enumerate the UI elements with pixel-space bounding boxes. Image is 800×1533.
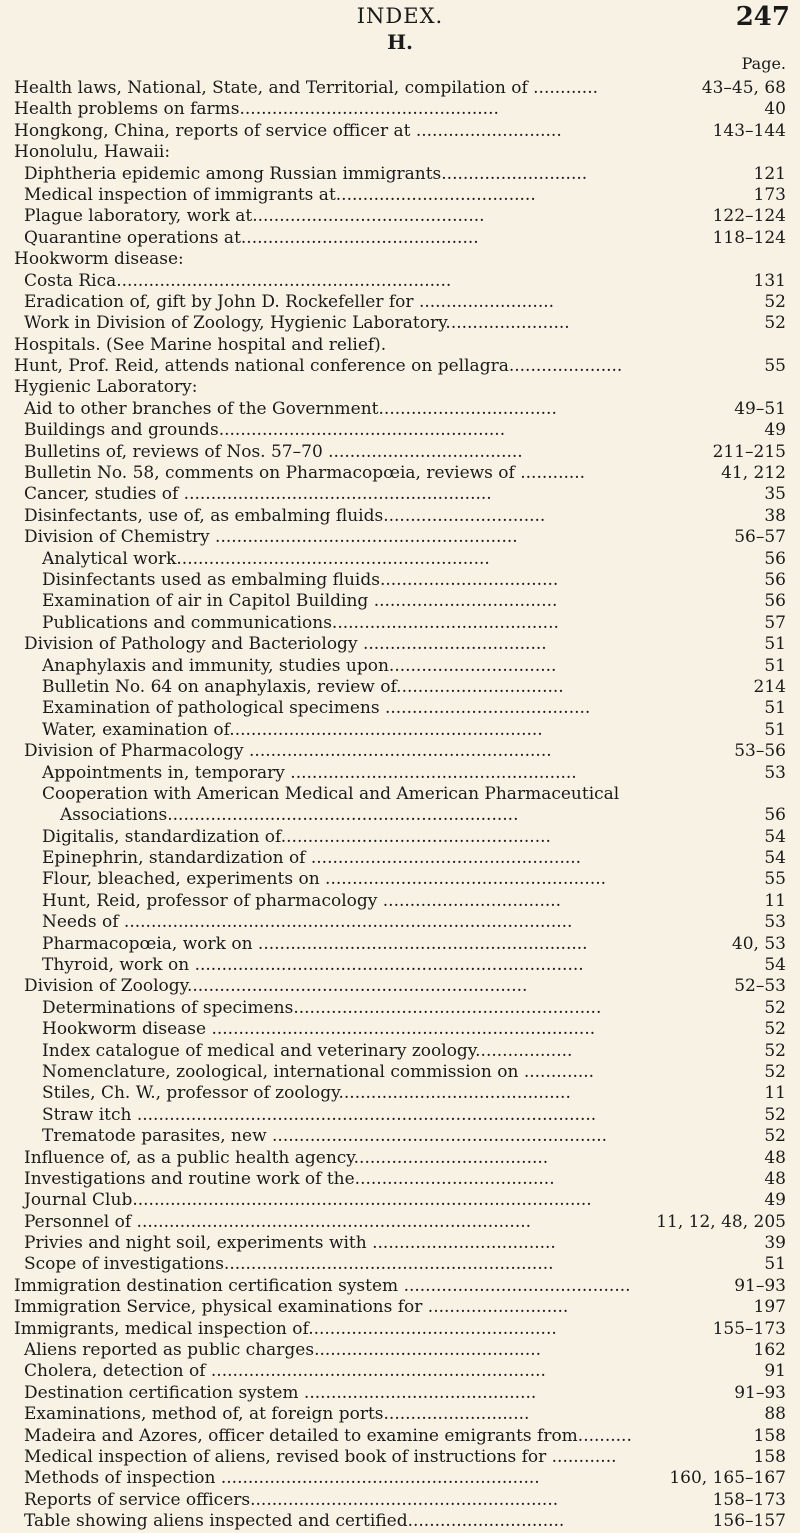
index-entry <box>0 1404 800 1425</box>
index-entry-pages: 158–173 <box>712 1489 786 1510</box>
index-entry-text: Health laws, National, State, and Territorial, compilation of ............ <box>14 78 599 98</box>
index-entry-text: Health problems on farms................................................ <box>14 99 499 120</box>
index-entry-text: Thyroid, work on ........................................................................ <box>42 955 584 976</box>
index-entry-text: Examination of pathological specimens ...................................... <box>42 698 591 719</box>
index-entry-text: Straw itch ..................................................................................... <box>42 1104 597 1125</box>
index-entry <box>0 506 800 527</box>
index-entry <box>0 1340 800 1361</box>
index-entry-pages: 38 <box>764 505 786 526</box>
index-entry <box>0 591 800 612</box>
index-entry-text: Scope of investigations............................................................. <box>24 1254 554 1275</box>
index-entry-text: Examinations, method of, at foreign ports........................... <box>24 1404 530 1425</box>
index-entry <box>0 1233 800 1254</box>
index-entry-pages: 49 <box>764 420 786 441</box>
index-entry-pages: 158 <box>753 1425 786 1446</box>
index-entry <box>0 634 800 655</box>
index-entry <box>0 891 800 912</box>
index-entry-text: Bulletins of, reviews of Nos. 57–70 .................................... <box>24 441 523 462</box>
index-entry-text: Anaphylaxis and immunity, studies upon............................... <box>42 655 557 676</box>
index-entry-pages: 52 <box>764 1104 786 1125</box>
index-entry-text: Investigations and routine work of the..................................... <box>24 1168 555 1189</box>
index-entry-text: Water, examination of.......................................................... <box>42 719 543 740</box>
index-entry-text: Madeira and Azores, officer detailed to examine emigrants from.......... <box>24 1425 632 1446</box>
index-entry-text: Immigrants, medical inspection of.............................................. <box>14 1318 557 1339</box>
index-entry <box>0 1105 800 1126</box>
index-entry-pages: 51 <box>764 655 786 676</box>
index-entries <box>0 78 800 1533</box>
index-entry <box>0 1190 800 1211</box>
index-entry-pages: 52 <box>764 1019 786 1040</box>
index-entry-pages: 52–53 <box>734 976 786 997</box>
index-entry <box>0 142 800 163</box>
index-entry <box>0 1083 800 1104</box>
index-entry <box>0 335 800 356</box>
index-entry-text: Reports of service officers......................................................... <box>24 1489 559 1510</box>
index-entry <box>0 121 800 142</box>
index-entry <box>0 1426 800 1447</box>
index-entry-text: Flour, bleached, experiments on .................................................... <box>42 869 607 890</box>
index-entry-pages: 39 <box>764 1233 786 1254</box>
index-entry <box>0 677 800 698</box>
index-entry <box>0 976 800 997</box>
index-entry <box>0 570 800 591</box>
index-entry-text: Publications and communications.......................................... <box>42 612 559 633</box>
index-entry-text: Aliens reported as public charges.......................................... <box>24 1340 542 1361</box>
page-number: 247 <box>735 2 790 32</box>
index-entry-text: Hunt, Reid, professor of pharmacology ................................. <box>42 890 562 911</box>
index-entry <box>0 763 800 784</box>
index-entry-pages: 56 <box>764 805 786 826</box>
index-entry <box>0 741 800 762</box>
index-entry-text: Diphtheria epidemic among Russian immigrants........................... <box>24 163 588 184</box>
index-entry-pages: 40 <box>764 99 786 120</box>
index-entry <box>0 1468 800 1489</box>
index-entry-pages: 11 <box>764 890 786 911</box>
index-entry-text: Privies and night soil, experiments with .................................. <box>24 1233 556 1254</box>
index-entry-text: Appointments in, temporary ..................................................... <box>42 762 577 783</box>
index-entry-pages: 54 <box>764 848 786 869</box>
index-entry-pages: 57 <box>764 612 786 633</box>
running-title: INDEX. <box>356 4 444 28</box>
index-entry-text: Pharmacopœia, work on ............................................................. <box>42 933 588 954</box>
index-entry <box>0 1254 800 1275</box>
index-entry-text: Medical inspection of immigrants at..................................... <box>24 184 536 205</box>
index-entry <box>0 613 800 634</box>
index-entry-text: Division of Zoology............................................................... <box>24 976 528 997</box>
index-entry-pages: 56 <box>764 591 786 612</box>
index-entry <box>0 313 800 334</box>
index-entry <box>0 420 800 441</box>
index-entry-pages: 54 <box>764 826 786 847</box>
index-entry-pages: 55 <box>764 869 786 890</box>
index-entry-pages: 40, 53 <box>731 933 786 954</box>
index-entry-text: Immigration destination certification system .......................................... <box>14 1275 631 1296</box>
index-entry <box>0 1276 800 1297</box>
index-entry-pages: 56–57 <box>734 527 786 548</box>
index-entry <box>0 698 800 719</box>
index-entry-pages: 56 <box>764 569 786 590</box>
index-entry-text: Stiles, Ch. W., professor of zoology........................................... <box>42 1083 571 1104</box>
index-entry <box>0 1212 800 1233</box>
index-entry-text: Honolulu, Hawaii: <box>14 142 171 163</box>
index-entry-pages: 55 <box>764 356 786 377</box>
index-entry-text: Influence of, as a public health agency.................................... <box>24 1147 549 1168</box>
index-entry-text: Index catalogue of medical and veterinary zoology.................. <box>42 1040 573 1061</box>
index-entry <box>0 1447 800 1468</box>
index-entry-text: Personnel of ......................................................................... <box>24 1211 532 1232</box>
index-entry-text: Hookworm disease ....................................................................... <box>42 1019 596 1040</box>
index-entry <box>0 377 800 398</box>
index-entry-pages: 131 <box>753 270 786 291</box>
index-entry-pages: 197 <box>753 1297 786 1318</box>
index-entry <box>0 784 800 805</box>
index-entry-pages: 54 <box>764 955 786 976</box>
index-entry-text: Cancer, studies of ......................................................... <box>24 484 492 505</box>
index-entry-text: Destination certification system ........................................... <box>24 1382 537 1403</box>
index-entry-pages: 91–93 <box>734 1382 786 1403</box>
index-entry-pages: 88 <box>764 1404 786 1425</box>
index-entry-text: Division of Pathology and Bacteriology .................................. <box>24 634 547 655</box>
index-entry <box>0 484 800 505</box>
index-entry-text: Table showing aliens inspected and certified............................. <box>24 1511 565 1532</box>
index-entry-text: Analytical work.......................................................... <box>42 548 490 569</box>
index-entry <box>0 912 800 933</box>
index-entry-pages: 211–215 <box>712 441 786 462</box>
index-entry-text: Immigration Service, physical examinations for .......................... <box>14 1297 569 1318</box>
index-entry-pages: 158 <box>753 1447 786 1467</box>
index-entry-pages: 160, 165–167 <box>669 1468 786 1489</box>
index-entry <box>0 1169 800 1190</box>
index-entry-text: Buildings and grounds..................................................... <box>24 420 506 441</box>
index-entry-text: Hongkong, China, reports of service officer at ........................... <box>14 120 562 141</box>
index-entry-text: Work in Division of Zoology, Hygienic Laboratory....................... <box>24 313 570 334</box>
page-column-heading: Page. <box>741 54 786 73</box>
index-entry <box>0 1490 800 1511</box>
index-entry <box>0 1019 800 1040</box>
index-entry-text: Quarantine operations at............................................ <box>24 227 479 248</box>
index-entry <box>0 206 800 227</box>
index-entry-text: Cooperation with American Medical and American Pharmaceutical <box>42 783 620 804</box>
index-entry-text: Eradication of, gift by John D. Rockefeller for ......................... <box>24 291 555 312</box>
index-entry-pages: 11, 12, 48, 205 <box>656 1211 786 1232</box>
index-entry <box>0 292 800 313</box>
index-entry <box>0 549 800 570</box>
index-entry-pages: 53 <box>764 762 786 783</box>
index-entry <box>0 1041 800 1062</box>
index-entry-text: Division of Pharmacology ........................................................ <box>24 741 552 762</box>
index-entry-pages: 52 <box>764 291 786 312</box>
index-entry-text: Methods of inspection ........................................................... <box>24 1468 540 1489</box>
index-entry-pages: 51 <box>764 719 786 740</box>
index-entry-pages: 53–56 <box>734 741 786 762</box>
index-entry-pages: 155–173 <box>712 1318 786 1339</box>
index-entry-pages: 52 <box>764 313 786 334</box>
index-entry-text: Nomenclature, zoological, international commission on ............. <box>42 1061 595 1082</box>
index-entry-pages: 48 <box>764 1147 786 1168</box>
index-entry <box>0 1297 800 1318</box>
index-entry <box>0 869 800 890</box>
index-entry-pages: 162 <box>753 1340 786 1361</box>
index-entry <box>0 1148 800 1169</box>
index-entry <box>0 249 800 270</box>
index-entry-pages: 51 <box>764 634 786 655</box>
index-entry-text: Disinfectants, use of, as embalming fluids.............................. <box>24 505 546 526</box>
index-entry-pages: 214 <box>753 676 786 697</box>
running-head <box>0 2 800 32</box>
index-entry-pages: 35 <box>764 484 786 505</box>
index-entry <box>0 1319 800 1340</box>
index-entry-pages: 43–45, 68 <box>701 78 786 98</box>
index-entry-text: Hookworm disease: <box>14 249 184 270</box>
index-entry-text: Bulletin No. 58, comments on Pharmacopœia, reviews of ............ <box>24 463 586 484</box>
index-entry-text: Aid to other branches of the Government................................. <box>24 398 557 419</box>
index-entry <box>0 720 800 741</box>
index-entry-text: Digitalis, standardization of.................................................. <box>42 826 551 847</box>
index-entry-pages: 53 <box>764 912 786 933</box>
index-entry-text: Division of Chemistry ........................................................ <box>24 527 518 548</box>
index-entry <box>0 827 800 848</box>
index-entry-pages: 143–144 <box>712 120 786 141</box>
index-entry-text: Determinations of specimens......................................................... <box>42 997 602 1018</box>
index-entry <box>0 356 800 377</box>
section-letter: H. <box>387 30 413 54</box>
index-entry-text: Disinfectants used as embalming fluids................................. <box>42 569 559 590</box>
index-entry-pages: 52 <box>764 997 786 1018</box>
index-entry-text: Hygienic Laboratory: <box>14 377 198 398</box>
index-entry-text: Associations................................................................. <box>60 805 519 826</box>
index-entry-text: Cholera, detection of .............................................................. <box>24 1361 546 1382</box>
index-entry-text: Medical inspection of aliens, revised book of instructions for ............ <box>24 1447 617 1467</box>
index-entry-pages: 49 <box>764 1190 786 1211</box>
index-entry <box>0 78 800 99</box>
index-entry <box>0 934 800 955</box>
index-entry-pages: 51 <box>764 698 786 719</box>
index-entry <box>0 399 800 420</box>
index-entry <box>0 1511 800 1532</box>
index-entry-pages: 121 <box>753 163 786 184</box>
index-entry <box>0 998 800 1019</box>
index-entry-pages: 52 <box>764 1040 786 1061</box>
index-entry-pages: 91 <box>764 1361 786 1382</box>
index-entry-text: Trematode parasites, new .............................................................. <box>42 1126 608 1147</box>
index-entry <box>0 805 800 826</box>
index-entry-pages: 52 <box>764 1061 786 1082</box>
index-entry <box>0 656 800 677</box>
index-entry-text: Needs of ................................................................................... <box>42 912 573 933</box>
index-entry-pages: 51 <box>764 1254 786 1275</box>
index-entry <box>0 271 800 292</box>
index-entry <box>0 185 800 206</box>
index-entry-pages: 11 <box>764 1083 786 1104</box>
index-entry-pages: 173 <box>753 184 786 205</box>
index-entry <box>0 1126 800 1147</box>
index-entry <box>0 1361 800 1382</box>
index-entry <box>0 164 800 185</box>
index-entry-text: Hunt, Prof. Reid, attends national conference on pellagra..................... <box>14 356 623 377</box>
index-entry-text: Bulletin No. 64 on anaphylaxis, review of............................... <box>42 676 564 697</box>
index-entry <box>0 442 800 463</box>
index-entry <box>0 955 800 976</box>
index-entry <box>0 1062 800 1083</box>
index-entry-pages: 52 <box>764 1126 786 1147</box>
index-entry-text: Journal Club..................................................................................... <box>24 1190 592 1211</box>
index-entry-pages: 49–51 <box>734 398 786 419</box>
index-entry <box>0 527 800 548</box>
index-entry <box>0 848 800 869</box>
index-entry <box>0 228 800 249</box>
index-entry-pages: 156–157 <box>712 1511 786 1532</box>
index-entry-pages: 41, 212 <box>721 463 786 484</box>
index-entry <box>0 99 800 120</box>
index-entry-pages: 118–124 <box>712 227 786 248</box>
index-entry-pages: 48 <box>764 1168 786 1189</box>
index-entry-pages: 91–93 <box>734 1275 786 1296</box>
index-entry-pages: 122–124 <box>712 206 786 227</box>
index-entry-text: Examination of air in Capitol Building .................................. <box>42 591 558 612</box>
index-entry <box>0 463 800 484</box>
index-entry-text: Hospitals. (See Marine hospital and relief). <box>14 334 387 355</box>
index-entry-text: Epinephrin, standardization of .................................................. <box>42 848 582 869</box>
index-entry-text: Costa Rica.............................................................. <box>24 270 452 291</box>
index-entry-pages: 56 <box>764 548 786 569</box>
index-entry <box>0 1383 800 1404</box>
index-entry-text: Plague laboratory, work at........................................... <box>24 206 485 227</box>
